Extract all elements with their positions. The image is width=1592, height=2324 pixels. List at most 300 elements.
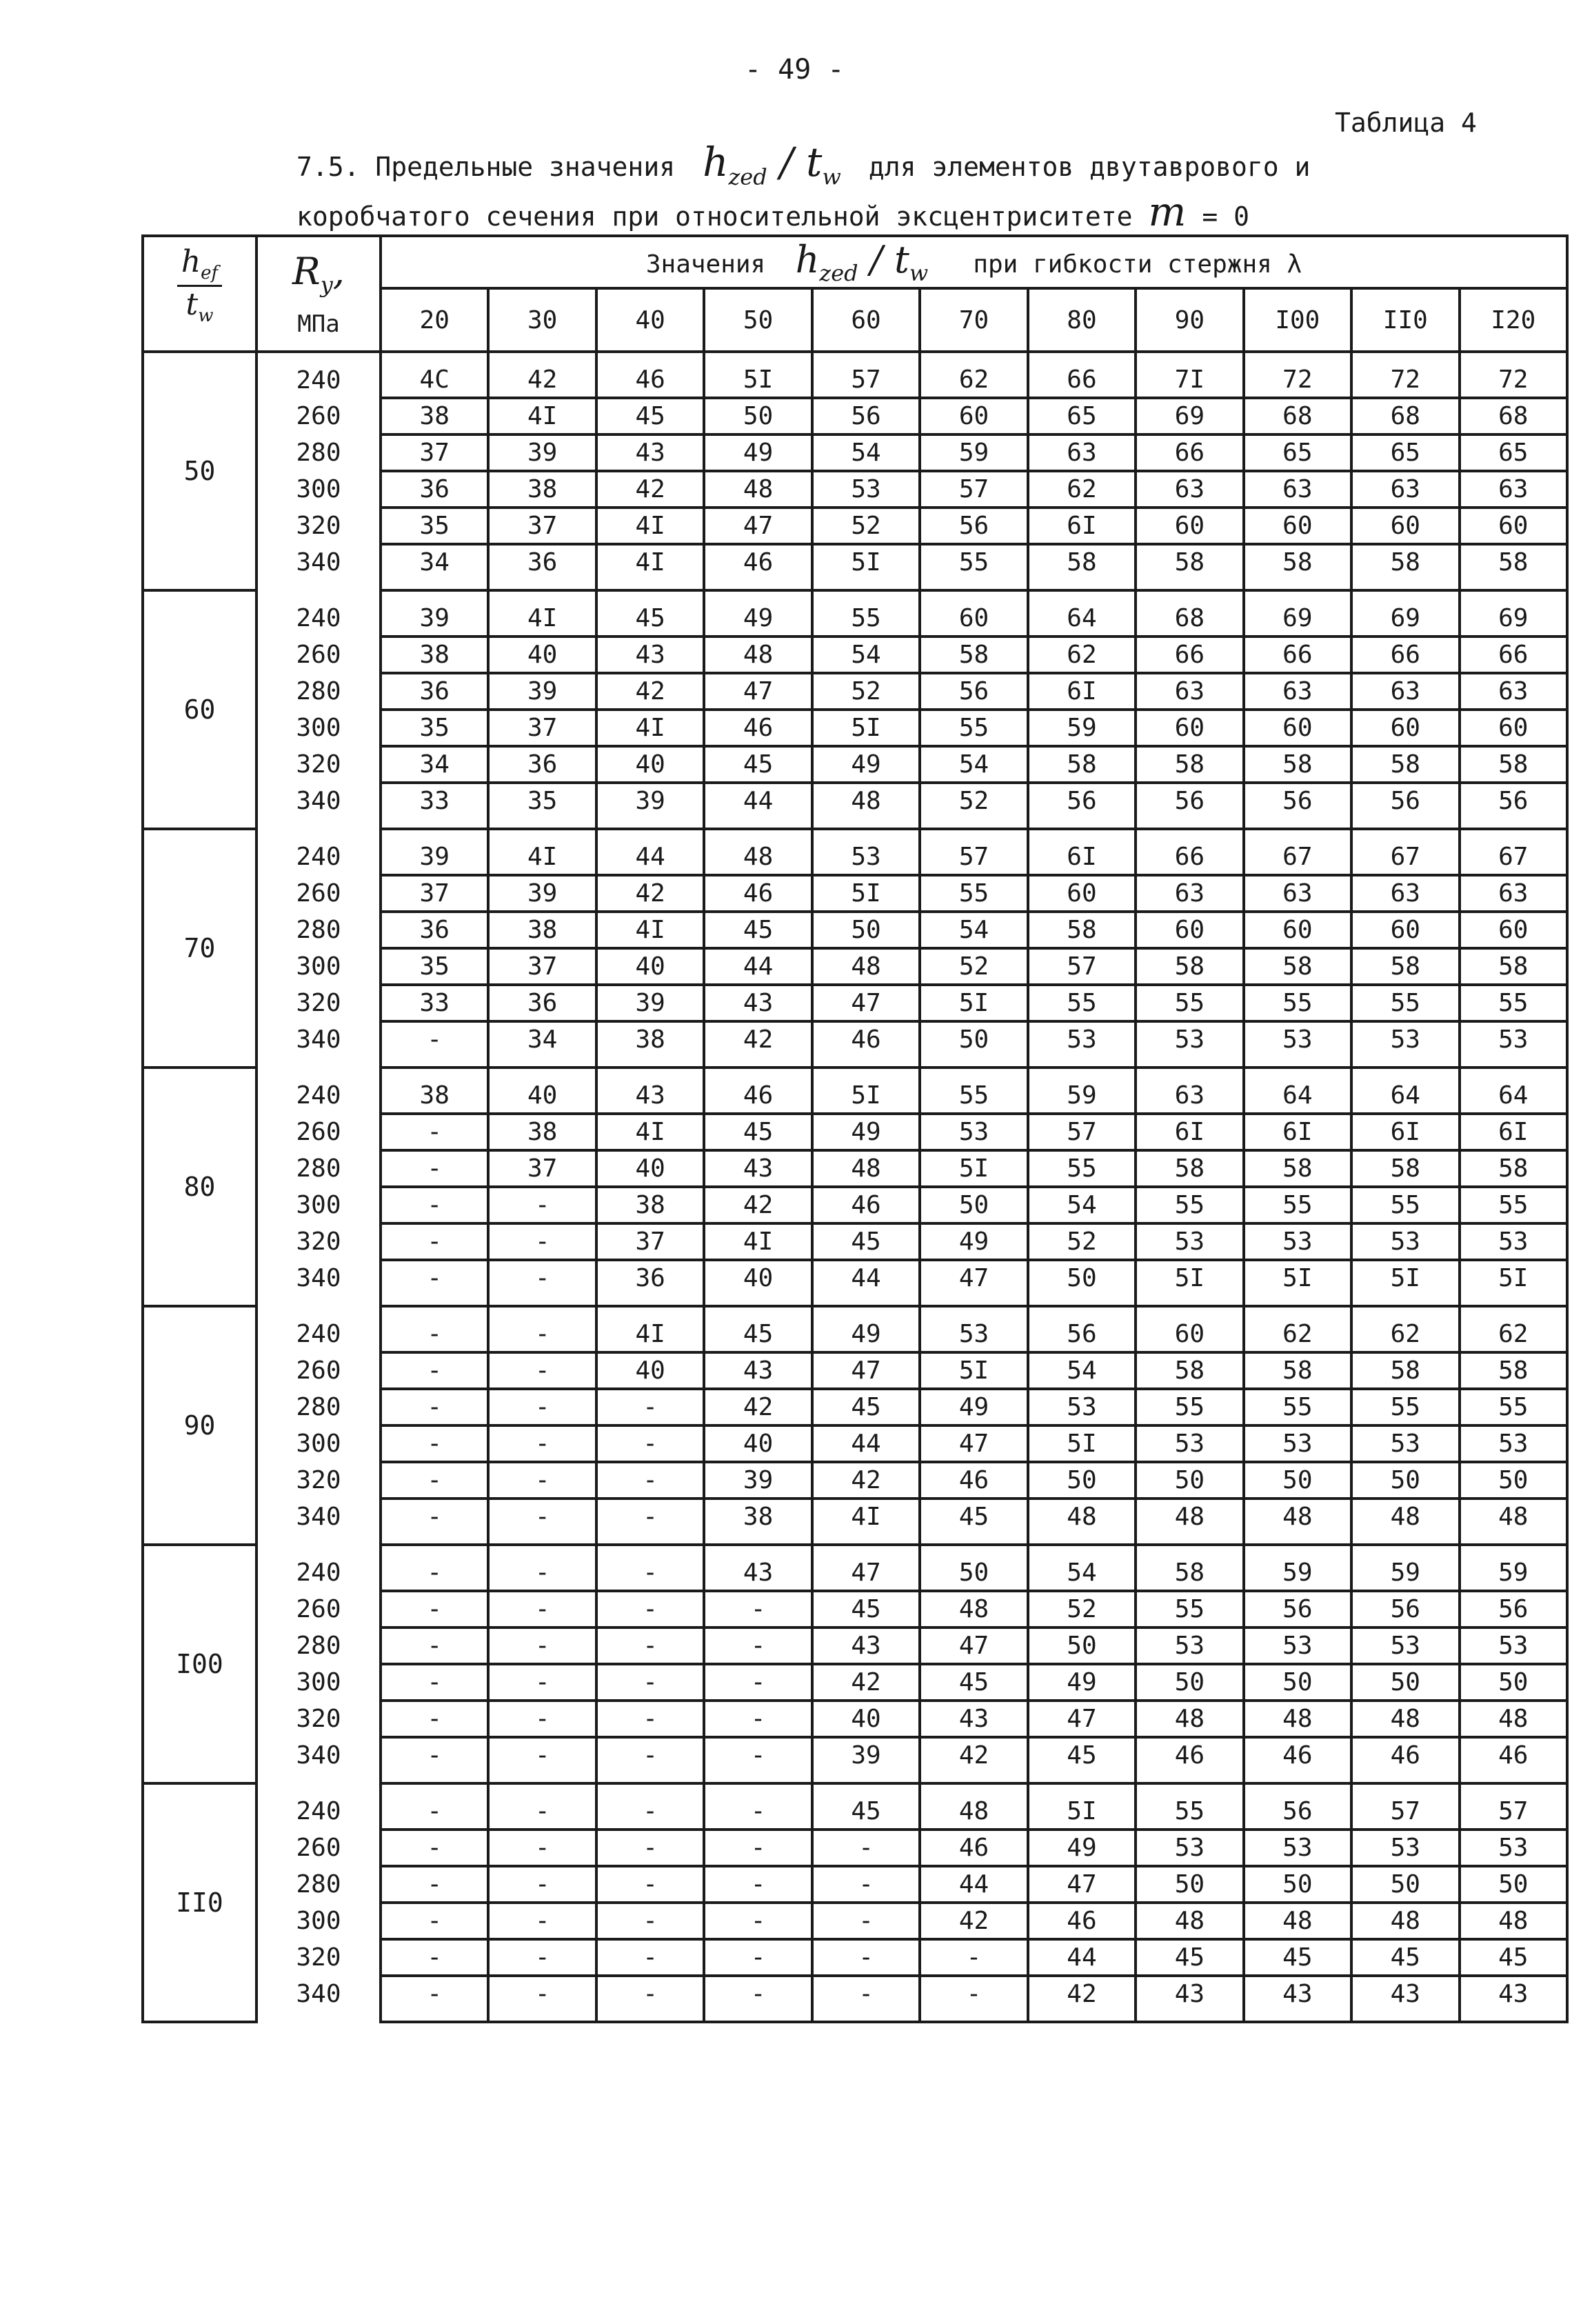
table-cell: 44 (704, 783, 812, 829)
table-cell: 58 (1460, 746, 1567, 783)
table-cell: 57 (1028, 1114, 1136, 1150)
table-cell: 63 (1028, 434, 1136, 471)
table-cell: 63 (1460, 471, 1567, 508)
table-cell: 42 (596, 471, 704, 508)
table-cell: 48 (1244, 1903, 1351, 1939)
table-cell: - (920, 1976, 1027, 2022)
table-cell: 43 (1136, 1976, 1243, 2022)
table-cell: 60 (1351, 912, 1459, 948)
table-cell: 40 (596, 1352, 704, 1389)
table-cell: - (596, 1545, 704, 1591)
ry-value: 340 (256, 1737, 381, 1783)
table-cell: 72 (1460, 352, 1567, 398)
table-cell: 58 (1244, 544, 1351, 590)
table-cell: 58 (1351, 544, 1459, 590)
table-cell: 49 (812, 1114, 920, 1150)
table-cell: 62 (1244, 1306, 1351, 1352)
caption-prefix: 7.5. Предельные значения (296, 152, 676, 182)
table-cell: 37 (596, 1223, 704, 1260)
table-cell: 60 (1244, 710, 1351, 746)
table-cell: - (381, 1306, 488, 1352)
table-row (143, 948, 1567, 985)
table-cell: 54 (920, 912, 1027, 948)
table-cell: - (596, 1462, 704, 1499)
table-cell: 50 (1136, 1664, 1243, 1701)
table-cell: - (488, 1783, 596, 1830)
table-cell: 64 (1028, 590, 1136, 637)
page-number: - 49 - (745, 54, 845, 86)
table-cell: 44 (812, 1260, 920, 1306)
table-cell: 62 (1351, 1306, 1459, 1352)
table-cell: 60 (1460, 912, 1567, 948)
table-cell: 54 (812, 434, 920, 471)
table-cell: 60 (920, 398, 1027, 434)
table-cell: 42 (812, 1664, 920, 1701)
table-cell: 55 (1028, 985, 1136, 1021)
table-cell: 62 (1028, 637, 1136, 673)
table-cell: 4C (381, 352, 488, 398)
table-label: Таблица 4 (1335, 108, 1477, 138)
table-cell: 47 (704, 673, 812, 710)
table-cell: 53 (1136, 1425, 1243, 1462)
table-cell: - (596, 1664, 704, 1701)
table-cell: 40 (596, 1150, 704, 1187)
table-cell: - (488, 1627, 596, 1664)
table-cell: 6I (1028, 829, 1136, 875)
table-cell: 48 (704, 829, 812, 875)
table-cell: 44 (1028, 1939, 1136, 1976)
ry-value: 260 (256, 637, 381, 673)
table-row (143, 1021, 1567, 1068)
table-row (143, 434, 1567, 471)
table-cell: 48 (1460, 1701, 1567, 1737)
table-cell: 56 (920, 508, 1027, 544)
table-cell: 63 (1460, 673, 1567, 710)
table-cell: 40 (596, 948, 704, 985)
table-cell: 58 (1244, 1352, 1351, 1389)
table-cell: 58 (1460, 948, 1567, 985)
table-cell: 49 (920, 1223, 1027, 1260)
ry-value: 340 (256, 544, 381, 590)
table-cell: 58 (1136, 1545, 1243, 1591)
table-cell: 53 (1244, 1021, 1351, 1068)
table-cell: 46 (1460, 1737, 1567, 1783)
lambda-header: 20 (381, 288, 488, 352)
table-cell: 5I (920, 1150, 1027, 1187)
table-cell: - (488, 1903, 596, 1939)
table-cell: 45 (704, 912, 812, 948)
table-row (143, 398, 1567, 434)
table-cell: 55 (1460, 1389, 1567, 1425)
table-cell: 60 (1351, 508, 1459, 544)
table-cell: 48 (812, 1150, 920, 1187)
table-cell: 63 (1460, 875, 1567, 912)
table-row (143, 1866, 1567, 1903)
table-cell: 52 (920, 783, 1027, 829)
table-cell: 42 (920, 1903, 1027, 1939)
table-cell: 49 (812, 746, 920, 783)
table-cell: 46 (704, 1068, 812, 1114)
table-cell: 4I (596, 1114, 704, 1150)
table-cell: - (812, 1939, 920, 1976)
table-cell: 64 (1244, 1068, 1351, 1114)
table-row (143, 1664, 1567, 1701)
ry-value: 300 (256, 1425, 381, 1462)
table-cell: 56 (1351, 1591, 1459, 1627)
table-cell: 55 (1351, 985, 1459, 1021)
table-cell: 55 (1351, 1187, 1459, 1223)
table-cell: 47 (812, 985, 920, 1021)
table-cell: 53 (1351, 1425, 1459, 1462)
table-cell: 56 (1460, 1591, 1567, 1627)
table-cell: 45 (704, 746, 812, 783)
table-cell: 44 (596, 829, 704, 875)
table-cell: 46 (704, 544, 812, 590)
table-cell: 50 (1351, 1462, 1459, 1499)
table-cell: 55 (920, 1068, 1027, 1114)
table-cell: 58 (1351, 1150, 1459, 1187)
table-cell: 60 (1351, 710, 1459, 746)
table-cell: 53 (1244, 1830, 1351, 1866)
table-cell: - (596, 1830, 704, 1866)
table-cell: 55 (1244, 1389, 1351, 1425)
table-cell: 45 (812, 1591, 920, 1627)
lambda-header: I20 (1460, 288, 1567, 352)
ratio-group-label: 70 (143, 829, 256, 1068)
table-cell: 34 (381, 544, 488, 590)
table-cell: - (812, 1830, 920, 1866)
ratio-group-label: 80 (143, 1068, 256, 1306)
caption-m-symbol: m (1148, 188, 1187, 235)
table-cell: 48 (812, 783, 920, 829)
table-cell: 50 (1028, 1260, 1136, 1306)
table-cell: 37 (488, 508, 596, 544)
table-cell: 63 (1244, 875, 1351, 912)
table-cell: 55 (1460, 1187, 1567, 1223)
table-row (143, 1306, 1567, 1352)
table-cell: 5I (812, 875, 920, 912)
table-row (143, 544, 1567, 590)
table-cell: 52 (812, 673, 920, 710)
table-cell: 37 (381, 434, 488, 471)
table-cell: - (704, 1664, 812, 1701)
table-cell: 37 (488, 1150, 596, 1187)
table-cell: - (488, 1866, 596, 1903)
table-cell: 60 (1244, 912, 1351, 948)
caption-line-2: коробчатого сечения при относительной эксцентриситете m = 0 (296, 188, 1249, 235)
table-cell: 5I (704, 352, 812, 398)
table-cell: 59 (1028, 710, 1136, 746)
table-cell: 53 (1351, 1223, 1459, 1260)
ry-value: 340 (256, 783, 381, 829)
table-cell: - (596, 1591, 704, 1627)
table-cell: - (596, 1866, 704, 1903)
table-cell: 60 (1460, 710, 1567, 746)
table-cell: - (596, 1425, 704, 1462)
table-cell: - (488, 1462, 596, 1499)
table-row (143, 1462, 1567, 1499)
table-cell: 56 (1244, 783, 1351, 829)
table-cell: 5I (1028, 1783, 1136, 1830)
table-cell: 37 (381, 875, 488, 912)
table-cell: 58 (1351, 1352, 1459, 1389)
table-row (143, 1737, 1567, 1783)
table-cell: 4I (488, 398, 596, 434)
table-row (143, 985, 1567, 1021)
table-cell: 52 (1028, 1591, 1136, 1627)
ry-value: 300 (256, 710, 381, 746)
table-cell: - (704, 1591, 812, 1627)
table-cell: 50 (1028, 1462, 1136, 1499)
lambda-header: II0 (1351, 288, 1459, 352)
table-cell: 66 (1136, 637, 1243, 673)
table-cell: 43 (1351, 1976, 1459, 2022)
table-cell: 66 (1136, 434, 1243, 471)
table-row (143, 673, 1567, 710)
ry-value: 320 (256, 1701, 381, 1737)
table-cell: - (381, 1499, 488, 1545)
table-cell: 4I (812, 1499, 920, 1545)
table-cell: 39 (488, 673, 596, 710)
lambda-header: 40 (596, 288, 704, 352)
table-body (143, 352, 1567, 2022)
ratio-group-label: 60 (143, 590, 256, 829)
caption-line-1 (296, 139, 1311, 194)
table-row (143, 746, 1567, 783)
table-cell: - (381, 1462, 488, 1499)
ry-value: 320 (256, 985, 381, 1021)
table-cell: - (704, 1903, 812, 1939)
lambda-header: 50 (704, 288, 812, 352)
table-row (143, 1830, 1567, 1866)
table-cell: 69 (1136, 398, 1243, 434)
ry-value: 260 (256, 1114, 381, 1150)
table-cell: - (596, 1903, 704, 1939)
table-cell: 35 (381, 948, 488, 985)
table-cell: 63 (1136, 471, 1243, 508)
table-cell: 58 (1136, 544, 1243, 590)
ry-value: 260 (256, 1830, 381, 1866)
table-cell: 43 (1244, 1976, 1351, 2022)
table-cell: 45 (1244, 1939, 1351, 1976)
table-cell: 46 (1028, 1903, 1136, 1939)
table-cell: - (381, 1627, 488, 1664)
table-cell: - (704, 1783, 812, 1830)
table-cell: 53 (1460, 1425, 1567, 1462)
ry-value: 300 (256, 471, 381, 508)
table-cell: 69 (1244, 590, 1351, 637)
table-cell: 6I (1136, 1114, 1243, 1150)
table-row (143, 710, 1567, 746)
table-cell: - (488, 1306, 596, 1352)
table-cell: 52 (920, 948, 1027, 985)
table-cell: 67 (1460, 829, 1567, 875)
table-cell: 42 (704, 1187, 812, 1223)
lambda-header: I00 (1244, 288, 1351, 352)
table-cell: 5I (812, 1068, 920, 1114)
table-cell: 60 (1136, 1306, 1243, 1352)
ry-value: 340 (256, 1499, 381, 1545)
table-cell: 40 (812, 1701, 920, 1737)
table-cell: 55 (1244, 1187, 1351, 1223)
table-cell: - (812, 1903, 920, 1939)
header-ry: $R_y$, МПа (256, 236, 381, 352)
table-cell: 63 (1351, 471, 1459, 508)
table-cell: 36 (488, 544, 596, 590)
table-cell: 58 (1028, 544, 1136, 590)
ratio-group-label: 50 (143, 352, 256, 590)
table-cell: 58 (1244, 1150, 1351, 1187)
ratio-group-label: 90 (143, 1306, 256, 1545)
table-row (143, 508, 1567, 544)
table-cell: 38 (488, 471, 596, 508)
ry-value: 340 (256, 1260, 381, 1306)
table-row (143, 590, 1567, 637)
table-cell: 49 (704, 434, 812, 471)
table-cell: 39 (596, 783, 704, 829)
ry-value: 280 (256, 912, 381, 948)
table-cell: 42 (488, 352, 596, 398)
table-cell: - (381, 1223, 488, 1260)
table-cell: 47 (704, 508, 812, 544)
table-cell: 48 (1136, 1701, 1243, 1737)
table-cell: 55 (920, 710, 1027, 746)
ry-value: 240 (256, 352, 381, 398)
table-cell: 55 (1244, 985, 1351, 1021)
table-cell: 38 (381, 398, 488, 434)
table-cell: 55 (812, 590, 920, 637)
table-cell: 4I (596, 1306, 704, 1352)
table-cell: 5I (1244, 1260, 1351, 1306)
ry-value: 300 (256, 948, 381, 985)
table-cell: 48 (1351, 1499, 1459, 1545)
table-cell: 4I (596, 710, 704, 746)
table-cell: 33 (381, 783, 488, 829)
table-cell: 58 (1136, 1150, 1243, 1187)
table-cell: 4I (488, 590, 596, 637)
table-row (143, 1260, 1567, 1306)
table-cell: 58 (1028, 746, 1136, 783)
table-cell: 55 (1028, 1150, 1136, 1187)
table-cell: 6I (1244, 1114, 1351, 1150)
table-cell: 55 (920, 875, 1027, 912)
table-cell: - (488, 1223, 596, 1260)
table-cell: 64 (1460, 1068, 1567, 1114)
table-cell: - (704, 1830, 812, 1866)
table-cell: 45 (1351, 1939, 1459, 1976)
table-cell: 45 (920, 1664, 1027, 1701)
table-cell: - (488, 1187, 596, 1223)
table-cell: - (704, 1737, 812, 1783)
table-cell: 59 (1460, 1545, 1567, 1591)
table-cell: 44 (812, 1425, 920, 1462)
table-cell: 57 (812, 352, 920, 398)
table-cell: 46 (812, 1021, 920, 1068)
table-cell: 60 (1460, 508, 1567, 544)
lambda-header: 90 (1136, 288, 1243, 352)
table-cell: 58 (1136, 1352, 1243, 1389)
table-cell: 47 (812, 1352, 920, 1389)
table-cell: 53 (1136, 1223, 1243, 1260)
table-cell: 46 (704, 710, 812, 746)
table-cell: 40 (596, 746, 704, 783)
table-cell: 53 (1028, 1389, 1136, 1425)
table-row (143, 1939, 1567, 1976)
table-cell: 53 (812, 829, 920, 875)
table-cell: 39 (381, 829, 488, 875)
table-cell: 58 (1244, 746, 1351, 783)
ratio-fraction: $\frac{h_{ef}}{t_w}$ (177, 247, 222, 325)
table-cell: 50 (920, 1187, 1027, 1223)
limit-values-table (141, 234, 1569, 2023)
table-cell: 68 (1460, 398, 1567, 434)
table-cell: 36 (381, 471, 488, 508)
table-cell: 53 (1460, 1627, 1567, 1664)
table-cell: - (596, 1627, 704, 1664)
table-cell: - (596, 1499, 704, 1545)
table-cell: 57 (1351, 1783, 1459, 1830)
table-cell: - (381, 1389, 488, 1425)
table-cell: - (812, 1976, 920, 2022)
table-cell: 6I (1351, 1114, 1459, 1150)
table-cell: 49 (1028, 1664, 1136, 1701)
table-cell: - (381, 1783, 488, 1830)
table-cell: - (596, 1737, 704, 1783)
table-cell: 35 (381, 508, 488, 544)
table-cell: 72 (1244, 352, 1351, 398)
table-cell: 60 (1028, 875, 1136, 912)
table-cell: 53 (812, 471, 920, 508)
ry-value: 320 (256, 1939, 381, 1976)
table-cell: - (381, 1976, 488, 2022)
table-cell: 4I (596, 912, 704, 948)
table-cell: - (381, 1352, 488, 1389)
table-cell: - (381, 1591, 488, 1627)
table-cell: 54 (1028, 1187, 1136, 1223)
table-cell: 43 (1460, 1976, 1567, 2022)
table-cell: 48 (704, 471, 812, 508)
table-cell: 45 (704, 1114, 812, 1150)
ry-value: 280 (256, 1627, 381, 1664)
table-cell: 65 (1460, 434, 1567, 471)
table-cell: 43 (812, 1627, 920, 1664)
table-cell: 63 (1244, 673, 1351, 710)
table-cell: 46 (596, 352, 704, 398)
table-cell: 52 (1028, 1223, 1136, 1260)
table-cell: 48 (1136, 1903, 1243, 1939)
table-cell: - (488, 1425, 596, 1462)
table-row (143, 1903, 1567, 1939)
table-cell: 69 (1460, 590, 1567, 637)
table-cell: 66 (1028, 352, 1136, 398)
table-cell: 39 (488, 875, 596, 912)
table-cell: 60 (920, 590, 1027, 637)
table-cell: 58 (1460, 1150, 1567, 1187)
table-row (143, 637, 1567, 673)
table-cell: - (488, 1591, 596, 1627)
table-cell: 44 (920, 1866, 1027, 1903)
table-cell: 58 (1351, 948, 1459, 985)
table-row (143, 1783, 1567, 1830)
table-cell: 40 (704, 1425, 812, 1462)
table-cell: 56 (1028, 1306, 1136, 1352)
table-cell: 58 (1028, 912, 1136, 948)
table-cell: 37 (488, 948, 596, 985)
table-cell: 56 (812, 398, 920, 434)
table-cell: - (381, 1021, 488, 1068)
table-cell: 39 (704, 1462, 812, 1499)
table-cell: 72 (1351, 352, 1459, 398)
